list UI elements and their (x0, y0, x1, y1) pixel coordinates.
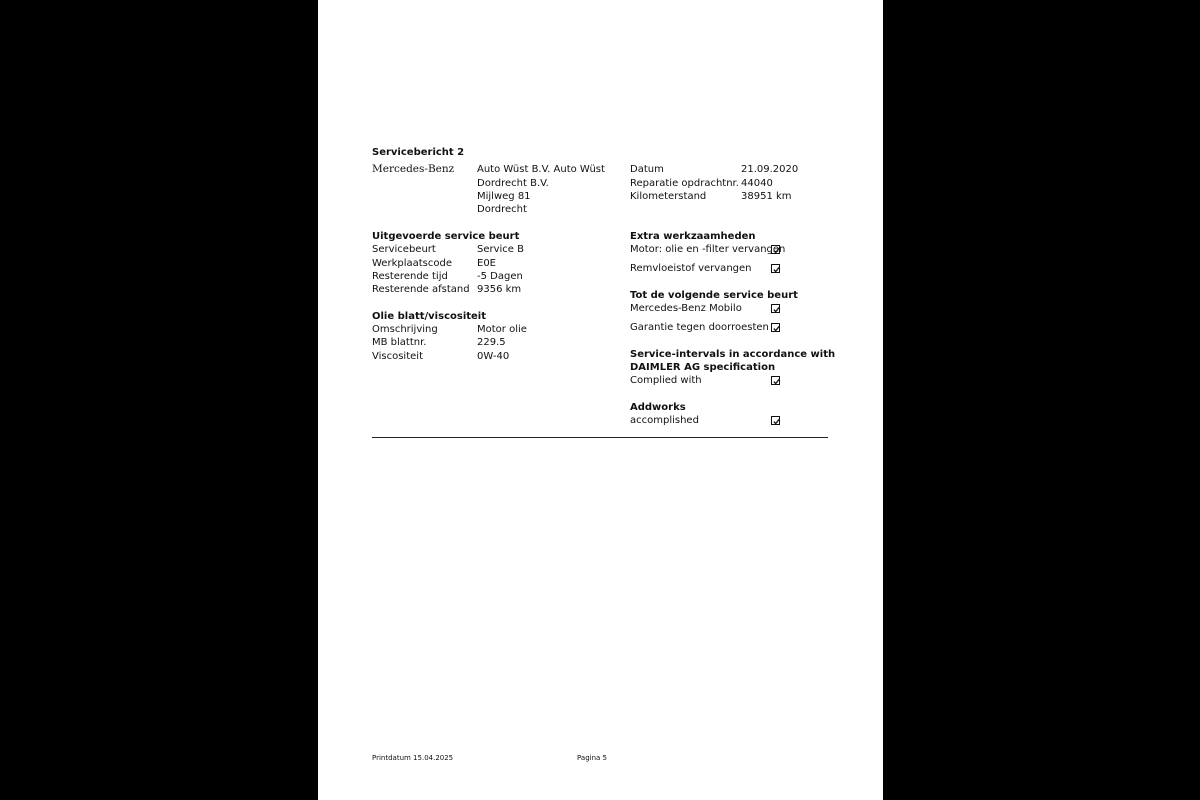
page-number: Pagina 5 (577, 754, 607, 762)
document-title: Servicebericht 2 (372, 147, 465, 158)
extra-item-label: Motor: olie en -filter vervangen (630, 244, 786, 255)
extra-item-label: Remvloeistof vervangen (630, 263, 752, 274)
checkmark-icon (772, 265, 781, 274)
service-value: 9356 km (477, 284, 522, 295)
service-label: Servicebeurt (372, 244, 436, 255)
meta-value: 38951 km (741, 191, 792, 202)
service-label: Resterende afstand (372, 284, 470, 295)
extra-heading: Extra werkzaamheden (630, 231, 756, 242)
dealer-line: Mijlweg 81 (477, 191, 531, 202)
meta-label: Datum (630, 164, 664, 175)
checkbox-checked[interactable] (771, 323, 780, 332)
checkmark-icon (772, 324, 781, 333)
service-heading: Uitgevoerde service beurt (372, 231, 520, 242)
meta-label: Kilometerstand (630, 191, 707, 202)
oil-label: MB blattnr. (372, 337, 427, 348)
meta-value: 21.09.2020 (741, 164, 799, 175)
checkbox-checked[interactable] (771, 264, 780, 273)
meta-value: 44040 (741, 178, 773, 189)
checkmark-icon (772, 246, 781, 255)
document-page (318, 0, 883, 800)
checkbox-checked[interactable] (771, 304, 780, 313)
service-value: E0E (477, 258, 496, 269)
oil-value: 229.5 (477, 337, 506, 348)
section-divider (372, 437, 828, 438)
next-item-label: Mercedes-Benz Mobilo (630, 303, 742, 314)
service-label: Werkplaatscode (372, 258, 452, 269)
next-item-label: Garantie tegen doorroesten (630, 322, 769, 333)
service-label: Resterende tijd (372, 271, 448, 282)
intervals-item-label: Complied with (630, 375, 702, 386)
checkmark-icon (772, 305, 781, 314)
addworks-heading: Addworks (630, 402, 686, 413)
intervals-heading: Service-intervals in accordance with (630, 349, 836, 360)
intervals-heading: DAIMLER AG specification (630, 362, 776, 373)
service-value: -5 Dagen (477, 271, 523, 282)
print-date: Printdatum 15.04.2025 (372, 754, 454, 762)
dealer-line: Auto Wüst B.V. Auto Wüst (477, 164, 605, 175)
next-heading: Tot de volgende service beurt (630, 290, 798, 301)
service-value: Service B (477, 244, 524, 255)
oil-value: Motor olie (477, 324, 527, 335)
checkmark-icon (772, 377, 781, 386)
dealer-line: Dordrecht (477, 204, 527, 215)
checkmark-icon (772, 417, 781, 426)
oil-label: Omschrijving (372, 324, 438, 335)
oil-label: Viscositeit (372, 351, 423, 362)
meta-label: Reparatie opdrachtnr. (630, 178, 739, 189)
dealer-line: Dordrecht B.V. (477, 178, 549, 189)
oil-value: 0W-40 (477, 351, 510, 362)
checkbox-checked[interactable] (771, 376, 780, 385)
brand-logo-text: Mercedes-Benz (372, 163, 455, 175)
checkbox-checked[interactable] (771, 416, 780, 425)
oil-heading: Olie blatt/viscositeit (372, 311, 487, 322)
addworks-item-label: accomplished (630, 415, 699, 426)
checkbox-checked[interactable] (771, 245, 780, 254)
